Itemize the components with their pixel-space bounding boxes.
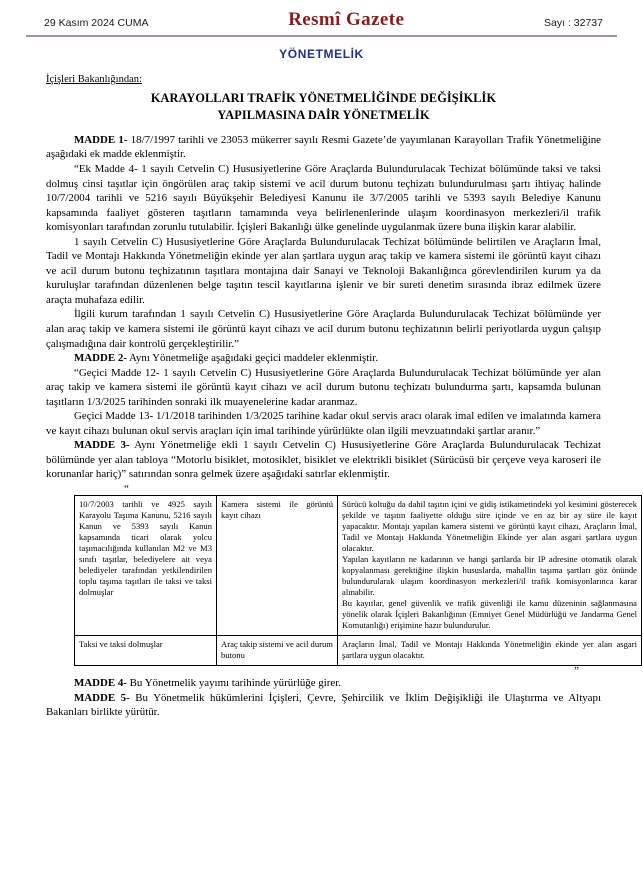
ek-madde-4-paragraph-3: İlgili kurum tarafından 1 sayılı Cetvelin C) Hususiyetlerine Göre Araçlarda Bulundurulacak Techizat bölümünde yer alan araç takip ve kamera sistemi ile görüntü kayıt cihazı ve acil durum butonu teçhizatının belirli periyotlarda uygun çalışıp çalışmadığına dair kontrolü gerçekleştirilir.” xyxy=(46,308,601,350)
article-1-label: MADDE 1- xyxy=(74,133,128,146)
article-2 xyxy=(46,351,601,366)
table-cell-vehicle-type: 10/7/2003 tarihli ve 4925 sayılı Karayolu Taşıma Kanunu, 5216 sayılı Kanun ve 5393 sayılı Kanun kapsamında ticari olarak yolcu taşımacılığında kullanılan M2 ve M3 sınıfı taşıtlar, belediyelere ait veya belediyeler tarafından yetkilendirilen toplu taşıma taşıtları ile taksi ve taksi dolmuşlar xyxy=(75,496,217,636)
article-3-text: Aynı Yönetmeliğe ekli 1 sayılı Cetvelin C) Hususiyetlerine Göre Araçlarda Bulundurulacak Techizat bölümünde yer alan tabloya “Motorlu bisiklet, motosiklet, bisiklet ve elektrikli bisiklet (Sürücüsü bir çerçeve veya karoseri ile korunanlar hariç)” satırından sonra gelmek üzere aşağıdaki satırlar eklenmiştir. xyxy=(46,439,601,481)
table-cell-vehicle-type: Taksi ve taksi dolmuşlar xyxy=(75,636,217,666)
article-3 xyxy=(46,438,601,482)
requirement-paragraph-1: Sürücü koltuğu da dahil taşıtın içini ve gidiş istikametindeki yol kesimini gösterecek şekilde ve taşıtın faaliyette olduğu süre içinde ve en az bir ay süre ile kayıt yapacaktır. Montajı yapılan kamera sistemi ve görüntü kayıt cihazı, Araçların İmal, Tadil ve Montajı Hakkında Yönetmeliğin Ekinde yer alan asgari şartlara uygun olacaktır. xyxy=(342,499,637,554)
amendment-table xyxy=(74,495,642,666)
article-1 xyxy=(46,133,601,162)
document-kind-heading: YÖNETMELİK xyxy=(279,47,364,61)
table-opening-quote: “ xyxy=(124,483,129,496)
article-2-text: Aynı Yönetmeliğe aşağıdaki geçici maddeler eklenmiştir. xyxy=(126,352,379,365)
publication-date: 29 Kasım 2024 CUMA xyxy=(44,17,149,29)
masthead xyxy=(0,0,643,33)
table-cell-equipment: Araç takip sistemi ve acil durum butonu xyxy=(217,636,338,666)
issuing-authority-wrap xyxy=(46,61,601,87)
table-cell-equipment: Kamera sistemi ile görüntü kayıt cihazı xyxy=(217,496,338,636)
ek-madde-4-paragraph-1: “Ek Madde 4- 1 sayılı Cetvelin C) Hususiyetlerine Göre Araçlarda Bulundurulacak Techizat bölümünde taksi ve taksi dolmuş cinsi taşıtlar için öngörülen araç takip sistemi ve acil durum butonu teçhizatı bulundurulması şartı ihtiyaç halinde 10/7/2004 tarihli ve 5216 sayılı Büyükşehir Belediyesi Kanunu ile 3/7/2005 tarihli ve 5393 sayılı Belediye Kanunu kapsamında faaliyet gösteren taşıtların tamamında veya belirlenenlerinde ulaşım koordinasyon merkezleri/il trafik komisyonları tarafından zorunlu tutulabilir. İçişleri Bakanlığı ülke genelinde uygulanmak üzere buna ilişkin karar alabilir. xyxy=(46,163,601,234)
regulation-title xyxy=(46,90,601,125)
regulation-title-line-2: YAPILMASINA DAİR YÖNETMELİK xyxy=(217,108,430,123)
article-5-label: MADDE 5- xyxy=(74,691,130,704)
article-1-text: 18/7/1997 tarihli ve 23053 mükerrer sayılı Resmi Gazete’de yayımlanan Karayolları Trafik Yönetmeliğine aşağıdaki ek madde eklenmiştir. xyxy=(46,133,601,161)
issue-number: Sayı : 32737 xyxy=(544,17,603,29)
requirement-paragraph-3: Bu kayıtlar, genel güvenlik ve trafik güvenliği ile kamu düzeninin sağlanmasına yönelik olarak İçişleri Bakanlığının (Emniyet Genel Müdürlüğü ve Jandarma Genel Komutanlığı) erişimine hazır bulundurulur. xyxy=(342,598,637,631)
table-closing-quote: ” xyxy=(574,665,579,678)
masthead-divider xyxy=(26,35,617,37)
article-4-label: MADDE 4- xyxy=(74,677,127,690)
gecici-madde-12: “Geçici Madde 12- 1 sayılı Cetvelin C) Hususiyetlerine Göre Araçlarda Bulundurulacak Techizat bölümünde yer alan araç takip ve kamera sistemi ile görüntü kayıt cihazı ve acil durum butonu teçhizatı bulundurma şartı, kapsamda bulunan taşıtların 1/3/2025 tarihinden sonraki ilk muayenelerine kadar aranmaz. xyxy=(46,366,601,408)
requirement-paragraph-1: Araçların İmal, Tadil ve Montajı Hakkında Yönetmeliğin ekinde yer alan asgari şartlara uygun olacaktır. xyxy=(342,639,637,661)
article-5-text: Bu Yönetmelik hükümlerini İçişleri, Çevre, Şehircilik ve İklim Değişikliği ile Ulaştırma ve Altyapı Bakanları birlikte yürütür. xyxy=(46,691,601,719)
article-2-label: MADDE 2- xyxy=(74,352,127,365)
regulation-title-line-1: KARAYOLLARI TRAFİK YÖNETMELİĞİNDE DEĞİŞİKLİK xyxy=(150,91,497,105)
ek-madde-4-paragraph-2: 1 sayılı Cetvelin C) Hususiyetlerine Göre Araçlarda Bulundurulacak Techizat bölümünde belirtilen ve Araçların İmal, Tadil ve Montajı Hakkında Yönetmeliğin ekinde yer alan şartlara uygun araç takip ve kamera sistemi ile görüntü kayıt cihazı ve acil durum butonu teçhizatının taşıtlara montajına dair Sanayi ve Teknoloji Bakanlığınca görevlendirilen kurum ya da kuruluşlar tarafından düzenlenen belge taşıtın tescil kayıtlarına işlenir ve bir sureti denetim sırasında ibraz edilmek üzere araçta muhafaza edilir. xyxy=(46,235,601,306)
gecici-madde-13: Geçici Madde 13- 1/1/2018 tarihinden 1/3/2025 tarihine kadar okul servis aracı olarak imal edilen ve imalatında kamera ve kayıt cihazı bulunan okul servis araçları için imal tarihinde yürürlükte olan ilgili mevzuatındaki şartlar aranır.” xyxy=(46,410,601,437)
article-4 xyxy=(46,676,601,691)
gazette-title: Resmî Gazete xyxy=(288,9,405,30)
document-body xyxy=(0,61,643,720)
table-cell-requirements xyxy=(338,636,642,666)
requirement-paragraph-2: Yapılan kayıtların ne kadarının ve hangi şartlarda bir IP adresine otomatik olarak kopyalanması gerektiğine ilişkin hususlarda, mahallin taşıma şartları göz önünde bulundurularak ulaşım koordinasyon merkezleri/il trafik komisyonlarınca karar alınabilir. xyxy=(342,554,637,598)
table-cell-requirements xyxy=(338,496,642,636)
article-4-text: Bu Yönetmelik yayımı tarihinde yürürlüğe girer. xyxy=(126,677,341,690)
issuing-authority: İçişleri Bakanlığından: xyxy=(46,74,142,85)
article-3-label: MADDE 3- xyxy=(74,439,130,452)
table-row xyxy=(75,636,642,666)
article-5 xyxy=(46,691,601,720)
table-row xyxy=(75,496,642,636)
